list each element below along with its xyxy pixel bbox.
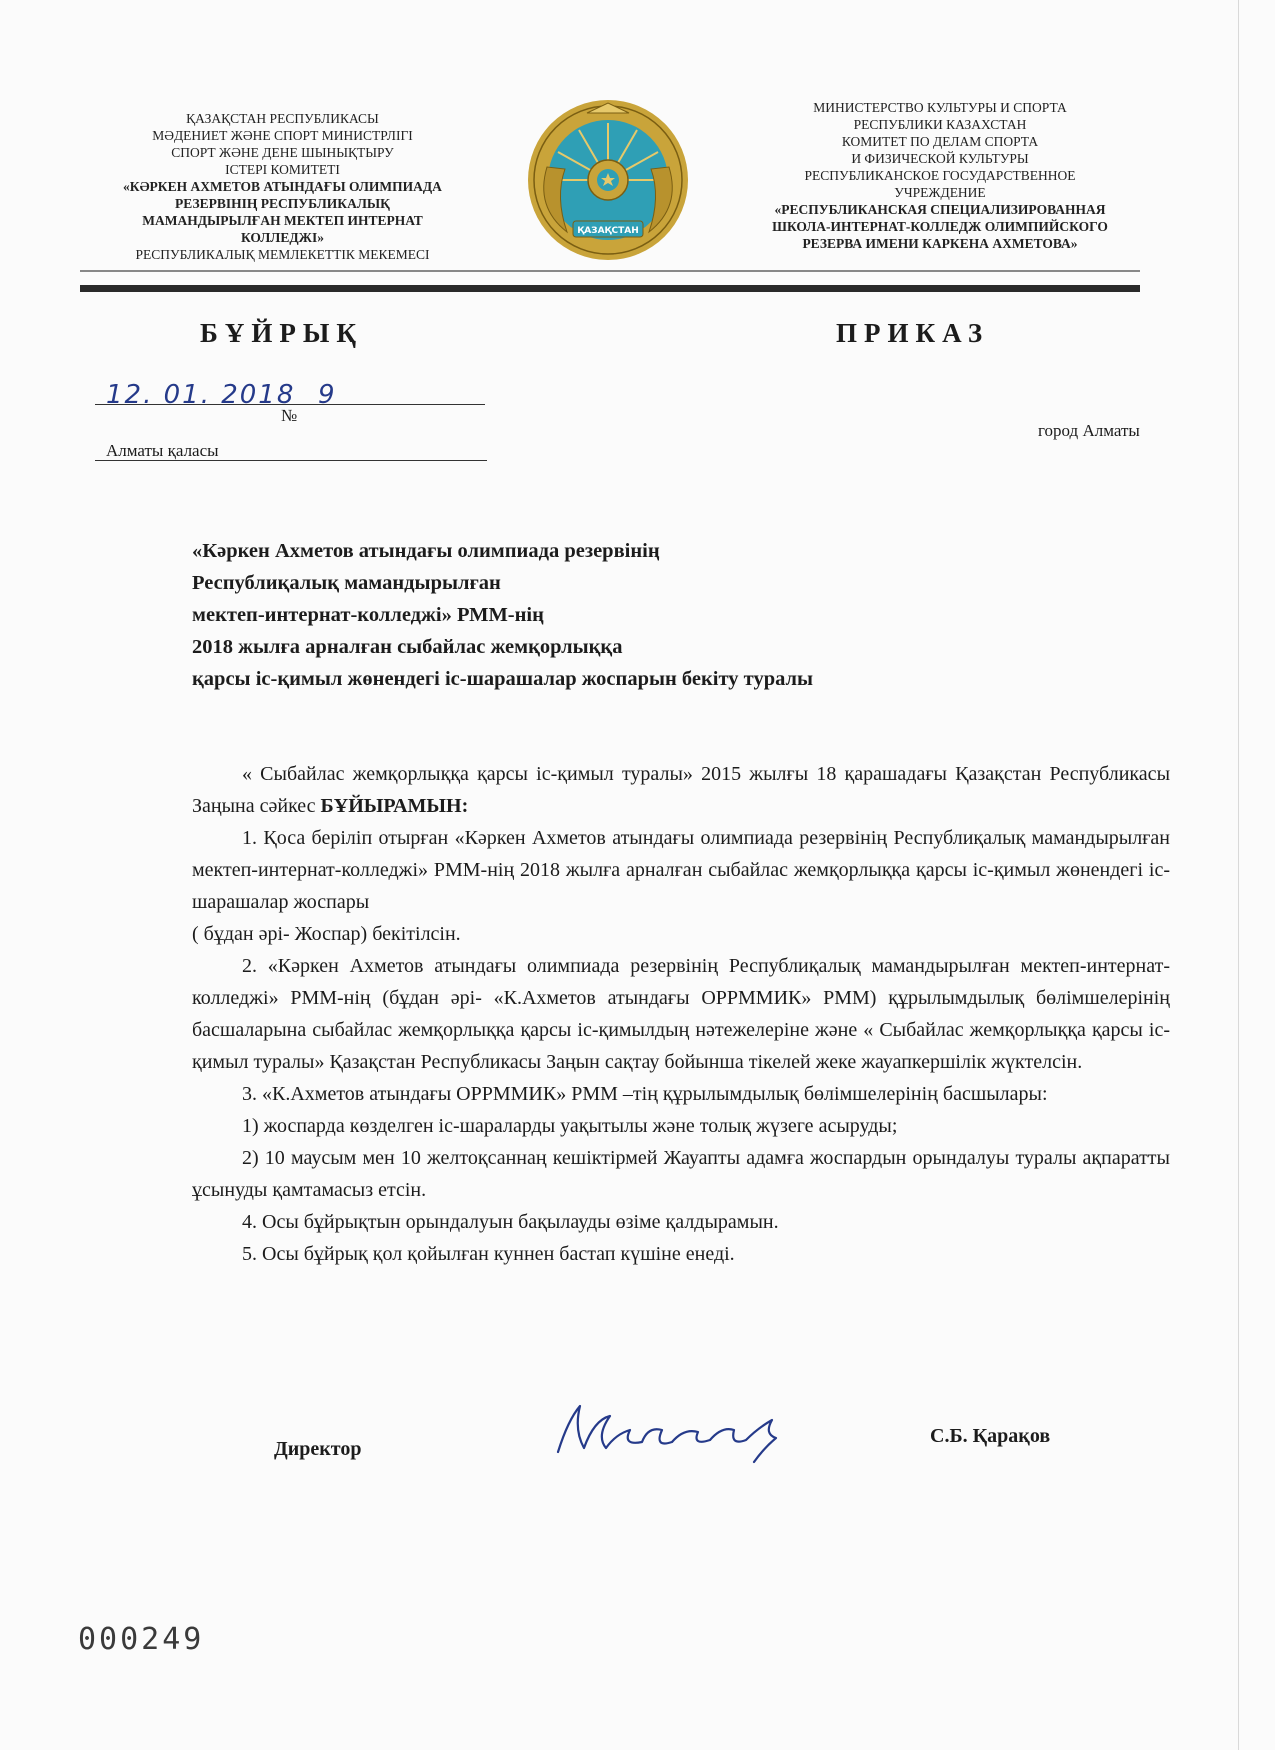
page-edge [1238, 0, 1239, 1750]
paragraph-5: 5. Осы бұйрық қол қойылған куннен бастап күшіне енеді. [242, 1243, 735, 1265]
order-body [192, 758, 1170, 1270]
date-number-field-line [95, 404, 485, 405]
paragraph-2: 2. «Кәркен Ахметов атындағы олимпиада резервінің Республиқалық мамандырылған мектеп-интернат-колледжі» РММ-нің (бұдан әрі- «К.Ахметов атындағы ОРРММИК» РММ) құрылымдылық бөлімшелерінің басшаларына сыбайлас жемқорлыққа қарсы іс-қимылдың нәтежелеріне және « Сыбайлас жемқорлыққа қарсы іс-қимыл туралы» Қазақстан Республикасы Заңын сақтау бойынша тікелей жеке жауапкершілік жүктелсін. [192, 955, 1170, 1073]
right-line: УЧРЕЖДЕНИЕ [894, 185, 986, 200]
intro-text: « Сыбайлас жемқорлыққа қарсы іс-қимыл туралы» 2015 жылғы 18 қарашадағы Қазақстан Республикасы Заңына сәйкес [192, 763, 1170, 817]
right-line: РЕСПУБЛИКАНСКОЕ ГОСУДАРСТВЕННОЕ [804, 168, 1076, 183]
right-line: КОМИТЕТ ПО ДЕЛАМ СПОРТА [841, 134, 1039, 149]
right-line: РЕЗЕРВА ИМЕНИ КАРКЕНА АХМЕТОВА» [802, 236, 1078, 251]
signatory-name: С.Б. Қарақов [930, 1425, 1051, 1447]
left-line: «КӘРКЕН АХМЕТОВ АТЫНДАҒЫ ОЛИМПИАДА [123, 179, 442, 194]
subject-line: қарсы іс-қимыл жөнендегі іс-шарашалар жоспарын бекіту туралы [192, 668, 814, 690]
order-title-kazakh: БҰЙРЫҚ [200, 318, 363, 348]
left-line: КОЛЛЕДЖІ» [240, 230, 325, 245]
signatory-title: Директор [274, 1438, 362, 1460]
city-russian: город Алматы [1038, 421, 1140, 440]
paragraph-1-continued: ( бұдан әрі- Жоспар) бекітілсін. [192, 923, 461, 945]
order-title-russian: ПРИКАЗ [836, 318, 990, 348]
left-line: ІСТЕРІ КОМИТЕТІ [225, 162, 340, 177]
header-left-kazakh [95, 110, 470, 263]
left-line: МАМАНДЫРЫЛҒАН МЕКТЕП ИНТЕРНАТ [142, 213, 423, 228]
right-line: «РЕСПУБЛИКАНСКАЯ СПЕЦИАЛИЗИРОВАННАЯ [774, 202, 1106, 217]
right-line: РЕСПУБЛИКИ КАЗАХСТАН [853, 117, 1027, 132]
paragraph-3: 3. «К.Ахметов атындағы ОРРММИК» РММ –тің құрылымдылық бөлімшелерінің басшылары: [242, 1083, 1048, 1105]
city-kazakh: Алматы қаласы [106, 441, 219, 460]
document-serial-number: 000249 [78, 1622, 205, 1657]
subject-line: 2018 жылға арналған сыбайлас жемқорлыққа [192, 636, 623, 658]
city-field-line [95, 460, 487, 461]
header-divider-thick [80, 285, 1140, 292]
paragraph-4: 4. Осы бұйрықтын орындалуын бақылауды өзіме қалдырамын. [242, 1211, 779, 1233]
left-line: РЕСПУБЛИКАЛЫҚ МЕМЛЕКЕТТІК МЕКЕМЕСІ [135, 247, 430, 262]
left-line: РЕЗЕРВІНІҢ РЕСПУБЛИКАЛЫҚ [175, 196, 390, 211]
right-line: И ФИЗИЧЕСКОЙ КУЛЬТУРЫ [851, 151, 1029, 166]
header-divider-thin [80, 270, 1140, 272]
right-line: ШКОЛА-ИНТЕРНАТ-КОЛЛЕДЖ ОЛИМПИЙСКОГО [772, 219, 1108, 234]
subject-line: «Кәркен Ахметов атындағы олимпиада резервінің [192, 540, 660, 562]
left-line: МӘДЕНИЕТ ЖӘНЕ СПОРТ МИНИСТРЛІГІ [152, 128, 413, 143]
header-right-russian [740, 99, 1140, 252]
subject-line: Республиқалық мамандырылған [192, 572, 501, 594]
emblem-text: ҚАЗАҚСТАН [577, 226, 639, 236]
handwritten-signature [550, 1390, 810, 1470]
order-subject [192, 535, 813, 695]
state-emblem-icon [525, 97, 691, 263]
left-line: ҚАЗАҚСТАН РЕСПУБЛИКАСЫ [186, 111, 379, 126]
paragraph-3-item-1: 1) жоспарда көзделген іс-шараларды уақытылы және толық жүзеге асыруды; [242, 1115, 898, 1137]
order-date-handwritten: 12. 01. 2018 [106, 380, 296, 410]
subject-line: мектеп-интернат-колледжі» РММ-нің [192, 604, 544, 626]
right-line: МИНИСТЕРСТВО КУЛЬТУРЫ И СПОРТА [813, 100, 1067, 115]
left-line: СПОРТ ЖӘНЕ ДЕНЕ ШЫНЫҚТЫРУ [171, 145, 394, 160]
paragraph-3-item-2: 2) 10 маусым мен 10 желтоқсаннаң кешіктірмей Жауапты адамға жоспардын орындалуы туралы ақпаратты ұсынуды қамтамасыз етсін. [192, 1147, 1170, 1201]
order-number-handwritten: 9 [318, 380, 335, 410]
order-number-sign: № [281, 406, 298, 425]
paragraph-1: 1. Қоса беріліп отырған «Кәркен Ахметов атындағы олимпиада резервінің Республиқалық мамандырылған мектеп-интернат-колледжі» РММ-нің 2018 жылға арналған сыбайлас жемқорлыққа қарсы іс-қимыл жөнендегі іс-шарашалар жоспары [192, 827, 1170, 913]
intro-paragraph [192, 758, 1170, 822]
intro-bold-word: БҰЙЫРАМЫН: [320, 795, 469, 817]
